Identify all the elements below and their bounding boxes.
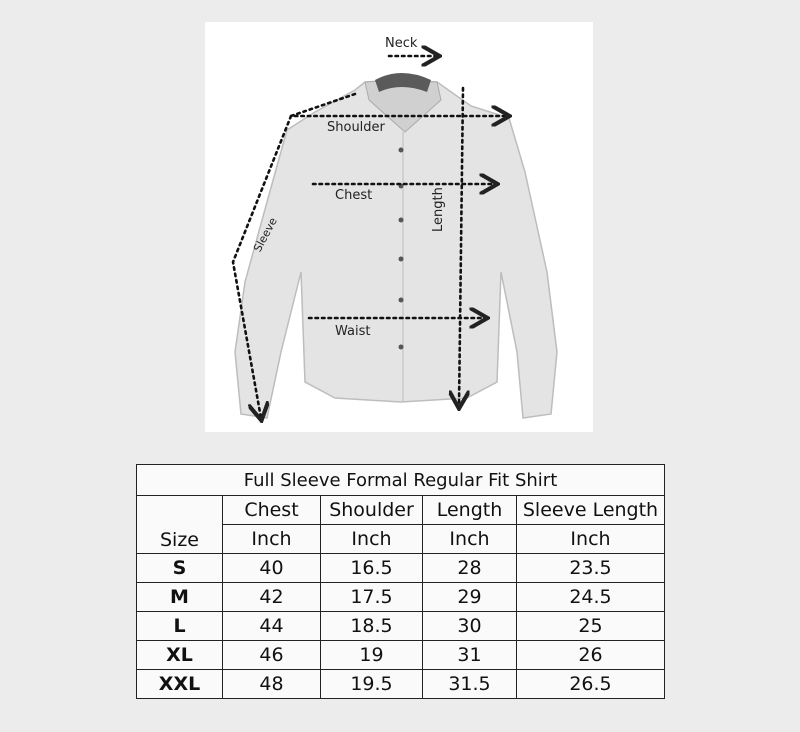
size-header: Size: [137, 496, 223, 554]
value-cell: 25: [517, 612, 665, 641]
column-header: Sleeve Length: [517, 496, 665, 525]
value-cell: 48: [223, 670, 321, 699]
unit-header: Inch: [223, 525, 321, 554]
length-label: Length: [431, 187, 446, 232]
unit-header: Inch: [517, 525, 665, 554]
size-cell: M: [137, 583, 223, 612]
value-cell: 19: [321, 641, 423, 670]
value-cell: 19.5: [321, 670, 423, 699]
shirt-diagram: [205, 22, 593, 432]
table-row: [137, 554, 665, 583]
value-cell: 26.5: [517, 670, 665, 699]
value-cell: 24.5: [517, 583, 665, 612]
column-header: Shoulder: [321, 496, 423, 525]
value-cell: 30: [423, 612, 517, 641]
shirt-body: [235, 80, 557, 418]
unit-header: Inch: [321, 525, 423, 554]
column-header: Length: [423, 496, 517, 525]
value-cell: 28: [423, 554, 517, 583]
size-cell: XXL: [137, 670, 223, 699]
chest-label: Chest: [335, 188, 373, 203]
value-cell: 17.5: [321, 583, 423, 612]
table-title: Full Sleeve Formal Regular Fit Shirt: [137, 465, 665, 496]
value-cell: 46: [223, 641, 321, 670]
table-row: [137, 612, 665, 641]
size-cell: XL: [137, 641, 223, 670]
table-row: [137, 641, 665, 670]
neck-label: Neck: [385, 36, 418, 51]
value-cell: 42: [223, 583, 321, 612]
value-cell: 31: [423, 641, 517, 670]
value-cell: 31.5: [423, 670, 517, 699]
value-cell: 16.5: [321, 554, 423, 583]
waist-label: Waist: [335, 324, 371, 339]
value-cell: 44: [223, 612, 321, 641]
shoulder-label: Shoulder: [327, 120, 385, 135]
unit-header: Inch: [423, 525, 517, 554]
table-row: [137, 670, 665, 699]
value-cell: 18.5: [321, 612, 423, 641]
value-cell: 23.5: [517, 554, 665, 583]
value-cell: 29: [423, 583, 517, 612]
column-header: Chest: [223, 496, 321, 525]
table-row: [137, 583, 665, 612]
size-cell: L: [137, 612, 223, 641]
value-cell: 26: [517, 641, 665, 670]
size-chart-table: [136, 464, 665, 699]
sleeve-label: Sleeve: [251, 215, 280, 255]
size-cell: S: [137, 554, 223, 583]
value-cell: 40: [223, 554, 321, 583]
